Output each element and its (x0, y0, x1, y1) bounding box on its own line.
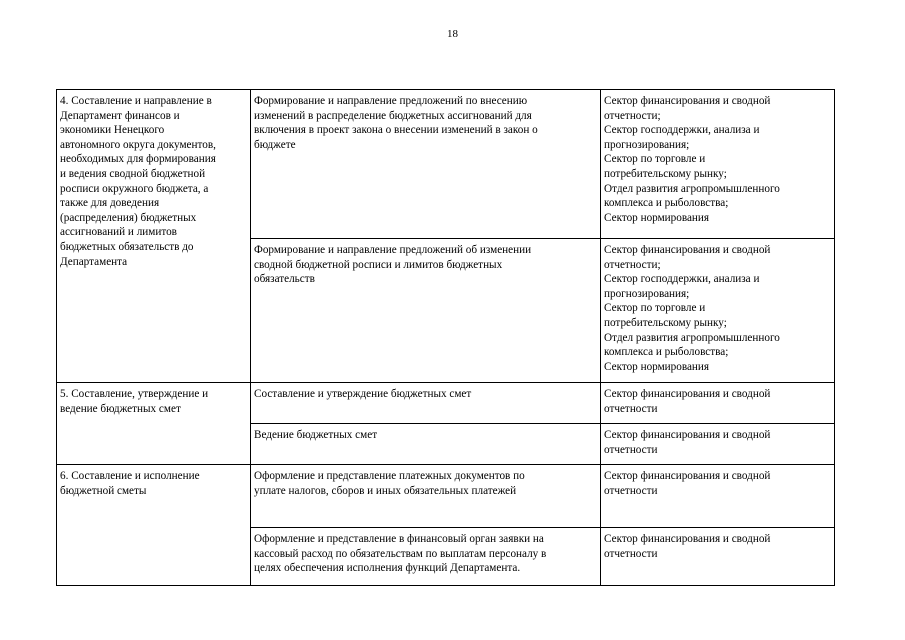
function-cell (251, 90, 601, 239)
function-text: Оформление и представление в финансовый орган заявки на кассовый расход по обязательствам по выплатам персоналу в целях обеспечения исполнения функций Департамента. (254, 533, 547, 575)
responsible-cell (601, 383, 835, 424)
function-cell (251, 239, 601, 383)
responsible-text: Сектор финансирования и сводной отчетности; Сектор господдержки, анализа и прогнозирования; Сектор по торговле и потребительскому рынку; Отдел развития агропромышленного комплекса и рыболовства; Сектор нормирования (604, 95, 780, 224)
responsible-text: Сектор финансирования и сводной отчетности; Сектор господдержки, анализа и прогнозирования; Сектор по торговле и потребительскому рынку; Отдел развития агропромышленного комплекса и рыболовства; Сектор нормирования (604, 244, 780, 373)
responsible-text: Сектор финансирования и сводной отчетности (604, 533, 771, 560)
responsible-cell (601, 239, 835, 383)
section-cell (57, 383, 251, 465)
function-cell (251, 424, 601, 465)
responsible-text: Сектор финансирования и сводной отчетности (604, 429, 771, 456)
section-text: 4. Составление и направление в Департамент финансов и экономики Ненецкого автономного округа документов, необходимых для формирования и ведения сводной бюджетной росписи окружного бюджета, а также для доведения (распределения) бюджетных ассигнований и лимитов бюджетных обязательств до Департамента (60, 95, 216, 268)
section-text: 6. Составление и исполнение бюджетной сметы (60, 470, 200, 497)
function-text: Формирование и направление предложений по внесению изменений в распределение бюджетных ассигнований для включения в проект закона о внесении изменений в закон о бюджете (254, 95, 538, 151)
responsible-cell (601, 90, 835, 239)
function-text: Составление и утверждение бюджетных смет (254, 388, 472, 400)
page-number: 18 (447, 28, 458, 40)
table-row (57, 90, 835, 239)
function-text: Оформление и представление платежных документов по уплате налогов, сборов и иных обязательных платежей (254, 470, 525, 497)
responsible-cell (601, 528, 835, 586)
section-text: 5. Составление, утверждение и ведение бюджетных смет (60, 388, 209, 415)
section-cell (57, 90, 251, 383)
table-row (57, 465, 835, 528)
responsible-cell (601, 424, 835, 465)
function-cell (251, 465, 601, 528)
section-cell (57, 465, 251, 586)
responsible-text: Сектор финансирования и сводной отчетности (604, 470, 771, 497)
function-cell (251, 528, 601, 586)
responsibility-table (56, 89, 835, 586)
responsible-text: Сектор финансирования и сводной отчетности (604, 388, 771, 415)
function-text: Формирование и направление предложений об изменении сводной бюджетной росписи и лимитов бюджетных обязательств (254, 244, 532, 286)
responsible-cell (601, 465, 835, 528)
function-text: Ведение бюджетных смет (254, 429, 378, 441)
table-row (57, 383, 835, 424)
function-cell (251, 383, 601, 424)
